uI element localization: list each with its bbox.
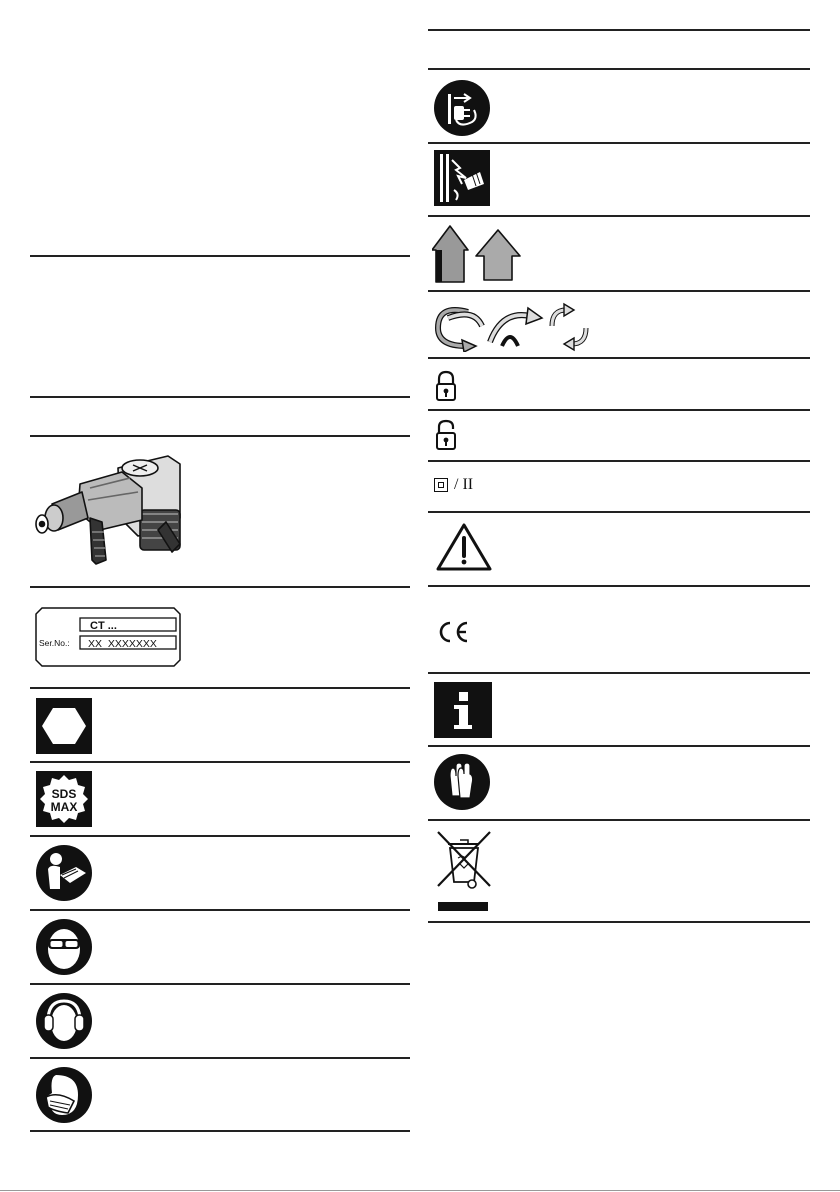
sds-text: SDS [51, 787, 77, 801]
serial-label: Ser.No.: [39, 638, 70, 648]
divider [428, 745, 810, 747]
arrow-up-icons [432, 222, 522, 284]
model-text: CT ... [90, 620, 117, 632]
divider [428, 290, 810, 292]
read-manual-icon [36, 845, 92, 901]
divider [30, 1057, 410, 1059]
serial-value: XX XXXXXXX [88, 638, 157, 650]
divider [428, 819, 810, 821]
divider [428, 29, 810, 31]
warning-triangle-icon [436, 522, 492, 572]
divider [428, 357, 810, 359]
gloves-icon [434, 754, 490, 810]
double-square-icon [434, 478, 448, 492]
divider [30, 909, 410, 911]
divider [428, 460, 810, 462]
divider [428, 409, 810, 411]
double-insulation-icon [434, 476, 473, 494]
unplug-icon [434, 80, 490, 136]
divider [428, 585, 810, 587]
max-text: MAX [50, 800, 78, 814]
divider [30, 435, 410, 437]
eye-protection-icon [36, 919, 92, 975]
sds-max-icon [36, 771, 92, 827]
ear-protection-icon [36, 993, 92, 1049]
divider [30, 255, 410, 257]
rating-plate-icon [34, 606, 182, 668]
divider [30, 1130, 410, 1132]
rotation-icons [432, 302, 592, 352]
divider [30, 396, 410, 398]
divider [30, 835, 410, 837]
divider [428, 511, 810, 513]
ce-mark-icon [434, 620, 470, 644]
divider [30, 687, 410, 689]
divider [30, 761, 410, 763]
wheelie-bin-crossed-icon [434, 828, 494, 914]
divider [30, 983, 410, 985]
divider [428, 68, 810, 70]
page-edge [0, 1190, 840, 1191]
hidden-wire-icon [434, 150, 490, 206]
divider [428, 215, 810, 217]
insulation-class-text: / II [454, 476, 474, 493]
info-icon [434, 682, 492, 738]
hex-shank-icon [36, 698, 92, 754]
unlock-icon [435, 419, 459, 451]
rotary-hammer-illustration [30, 448, 190, 572]
lock-icon [435, 370, 457, 402]
dust-mask-icon [36, 1067, 92, 1123]
divider [428, 921, 810, 923]
divider [30, 586, 410, 588]
divider [428, 142, 810, 144]
divider [428, 672, 810, 674]
